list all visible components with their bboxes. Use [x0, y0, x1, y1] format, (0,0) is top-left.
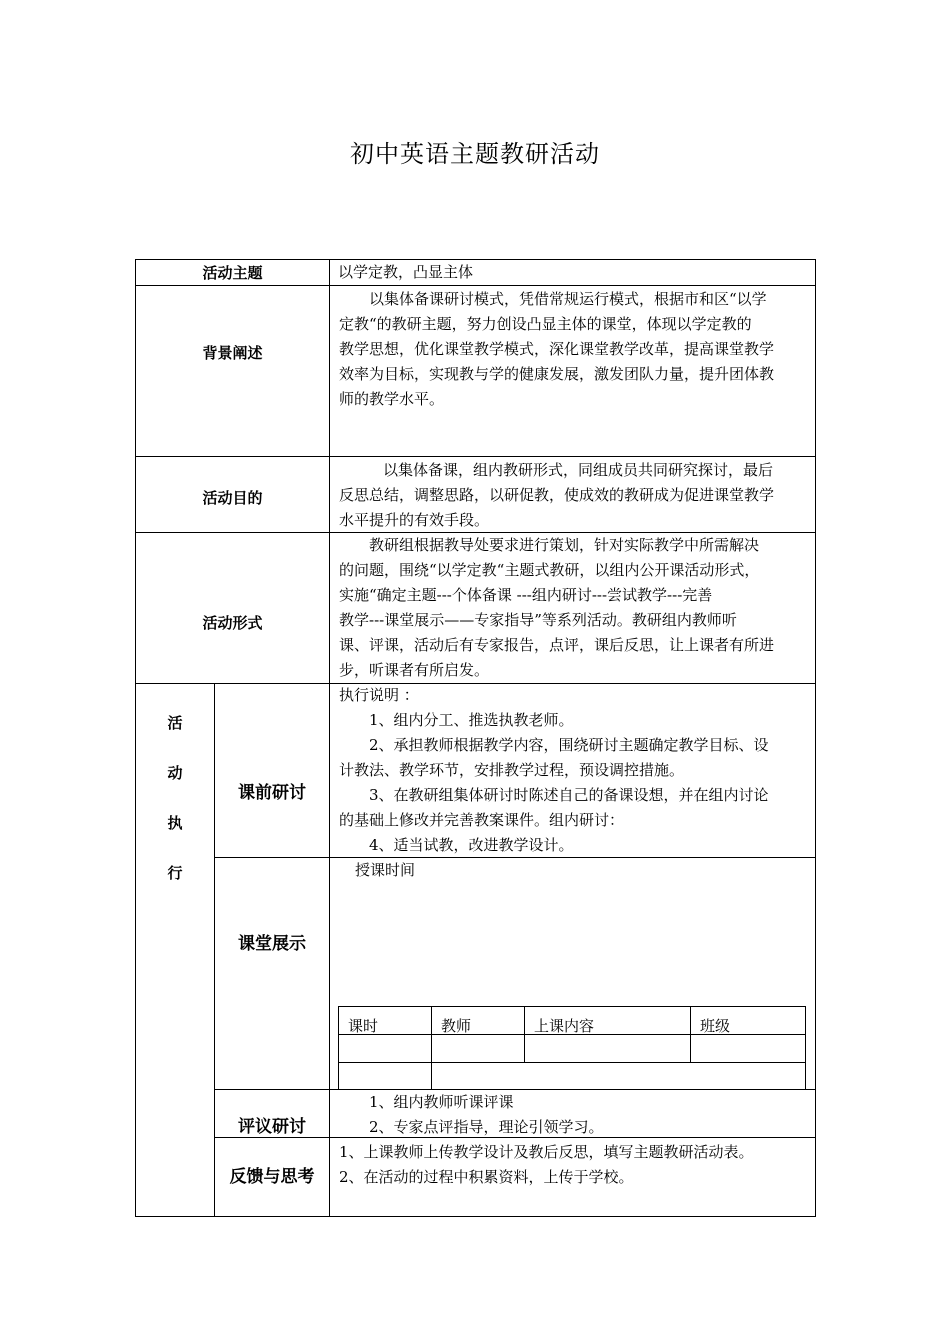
form-line: 步，听课者有所启发。: [339, 661, 490, 679]
purpose-line: 反思总结，调整思路，以研促教，使成效的教研成为促进课堂教学: [339, 486, 775, 504]
background-label: 背景阐述: [202, 344, 263, 362]
background-line: 以集体备课研讨模式，凭借常规运行模式，根据市和区“以学: [369, 290, 767, 308]
execution-label-char: 行: [167, 864, 183, 882]
execution-label-char: 执: [167, 814, 183, 832]
schedule-header-class: 班级: [700, 1017, 731, 1035]
purpose-line: 水平提升的有效手段。: [339, 511, 490, 529]
background-text: [339, 287, 811, 412]
document-title: 初中英语主题教研活动: [350, 140, 600, 168]
form-line: 实施“确定主题---个体备课 ---组内研讨---尝试教学---完善: [339, 586, 713, 604]
form-line: 教研组根据教导处要求进行策划，针对实际教学中所需解决: [369, 536, 760, 554]
feedback-line: 2、在活动的过程中积累资料，上传于学校。: [339, 1168, 634, 1186]
background-line: 定教“的教研主题，努力创设凸显主体的课堂，体现以学定教的: [339, 315, 752, 333]
pre-class-line: 执行说明 ：: [339, 686, 419, 704]
theme-label: 活动主题: [202, 264, 263, 282]
teaching-time-label: 授课时间: [355, 861, 416, 879]
pre-class-line: 4、适当试教，改进教学设计。: [369, 836, 574, 854]
schedule-header-teacher: 教师: [441, 1017, 472, 1035]
form-text: [339, 533, 811, 683]
pre-class-line: 2、承担教师根据教学内容，围绕研讨主题确定教学目标、设: [369, 736, 769, 754]
theme-value: 以学定教，凸显主体: [338, 263, 474, 281]
schedule-header-content: 上课内容: [534, 1017, 595, 1035]
execution-label-char: 活: [167, 714, 183, 732]
pre-class-line: 的基础上修改并完善教案课件。组内研讨：: [339, 811, 625, 829]
pre-class-line: 3、在教研组集体研讨时陈述自己的备课设想，并在组内讨论: [369, 786, 769, 804]
purpose-label: 活动目的: [202, 489, 263, 507]
pre-class-line: 1、组内分工、推选执教老师。: [369, 711, 574, 729]
execution-label-char: 动: [167, 764, 183, 782]
schedule-table: [338, 1006, 806, 1090]
review-line: 2、专家点评指导，理论引领学习。: [369, 1118, 604, 1136]
form-label: 活动形式: [202, 614, 263, 632]
purpose-text: [339, 458, 811, 533]
feedback-text: [339, 1140, 811, 1190]
background-line: 师的教学水平。: [339, 390, 445, 408]
purpose-line: 以集体备课，组内教研形式，同组成员共同研究探讨，最后: [383, 461, 774, 479]
pre-class-text: [339, 683, 811, 858]
review-label: 评议研讨: [238, 1117, 306, 1137]
review-line: 1、组内教师听课评课: [369, 1093, 514, 1111]
background-line: 教学思想，优化课堂教学模式，深化课堂教学改革，提高课堂教学: [339, 340, 775, 358]
review-text: [339, 1090, 811, 1140]
schedule-header-period: 课时: [348, 1017, 379, 1035]
form-line: 教学---课堂展示——专家指导”等系列活动。教研组内教师听: [339, 611, 737, 629]
pre-class-label: 课前研讨: [238, 783, 306, 803]
background-line: 效率为目标，实现教与学的健康发展，激发团队力量，提升团体教: [339, 365, 775, 383]
form-line: 的问题，围绕“以学定教“主题式教研，以组内公开课活动形式，: [339, 561, 760, 579]
form-line: 课、评课，活动后有专家报告，点评，课后反思，让上课者有所进: [339, 636, 775, 654]
classroom-label: 课堂展示: [238, 934, 306, 954]
pre-class-line: 计教法、教学环节，安排教学过程，预设调控措施。: [339, 761, 685, 779]
feedback-line: 1、上课教师上传教学设计及教后反思，填写主题教研活动表。: [339, 1143, 754, 1161]
feedback-label: 反馈与思考: [229, 1167, 315, 1187]
execution-label: [136, 712, 214, 912]
